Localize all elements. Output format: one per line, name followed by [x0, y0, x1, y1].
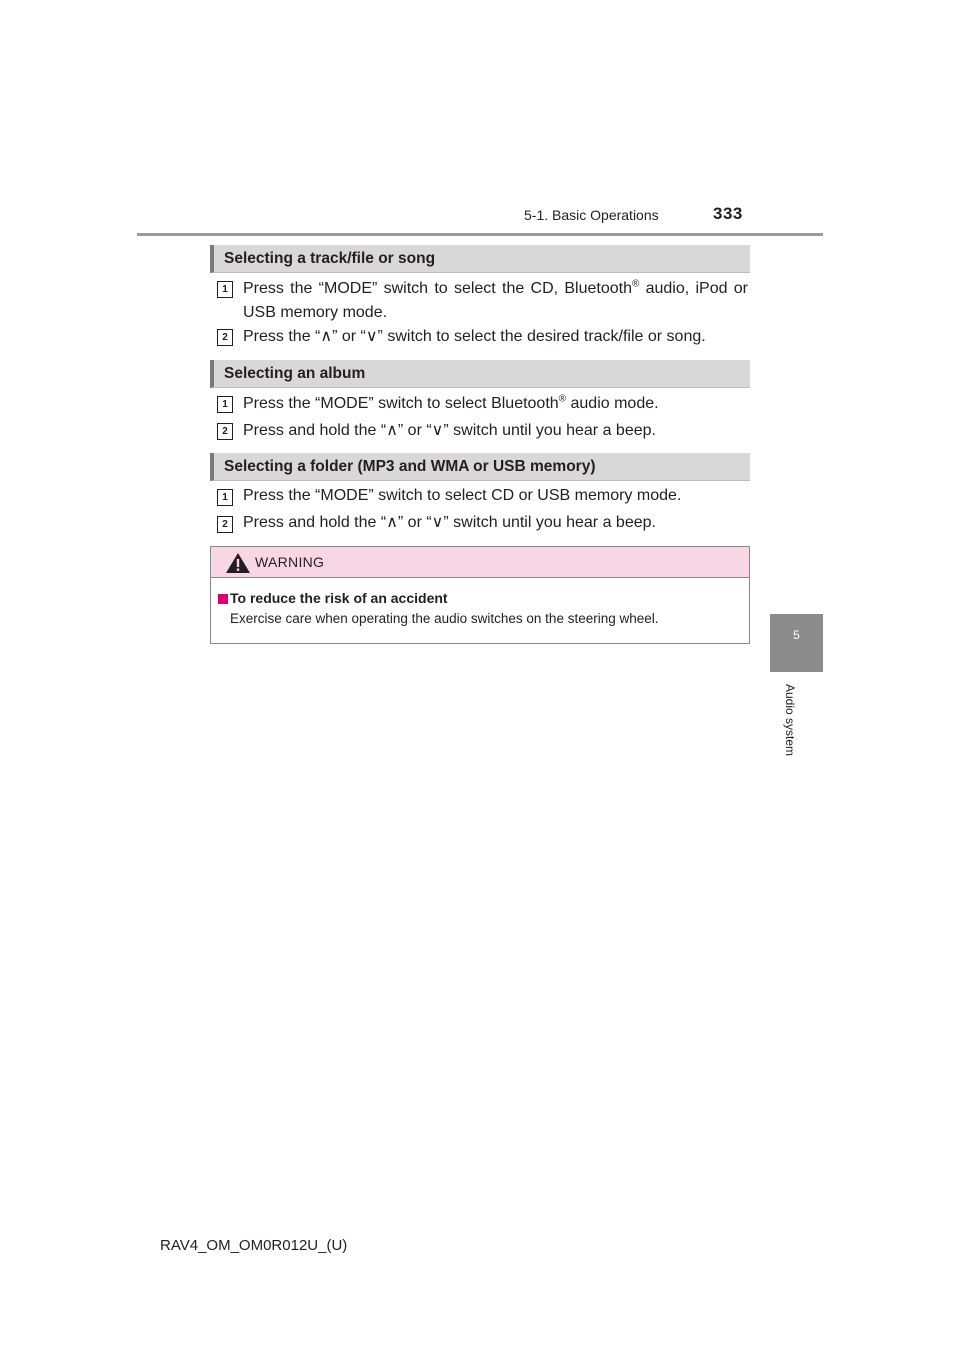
warning-item-title: To reduce the risk of an accident — [230, 590, 448, 606]
chapter-tab — [770, 614, 823, 672]
section-title: Selecting an album — [224, 365, 366, 382]
section-title: Selecting a track/file or song — [224, 250, 436, 267]
step-text: Press the “∧” or “∨” switch to select the desired track/file or song. — [243, 328, 706, 345]
warning-triangle-icon — [225, 552, 251, 574]
running-header-section: 5-1. Basic Operations — [524, 207, 659, 223]
step-number: 1 — [217, 489, 233, 506]
section-title: Selecting a folder (MP3 and WMA or USB memory) — [224, 458, 596, 475]
step-number: 2 — [217, 423, 233, 440]
header-divider — [137, 233, 823, 236]
step-number: 1 — [217, 396, 233, 413]
page-number: 333 — [713, 204, 743, 223]
step-number: 2 — [217, 516, 233, 533]
warning-box — [210, 546, 750, 644]
warning-item-text: Exercise care when operating the audio switches on the steering wheel. — [230, 611, 659, 626]
warning-title: WARNING — [255, 554, 325, 570]
step-text: Press and hold the “∧” or “∨” switch until you hear a beep. — [243, 514, 656, 531]
step-number: 1 — [217, 281, 233, 298]
section-heading-track — [210, 245, 750, 273]
step-text: Press and hold the “∧” or “∨” switch until you hear a beep. — [243, 422, 656, 439]
warning-header — [211, 547, 749, 578]
step-text: Press the “MODE” switch to select Bluetooth® audio mode. — [243, 393, 659, 412]
section-heading-folder — [210, 453, 750, 481]
step-number: 2 — [217, 329, 233, 346]
chapter-label: Audio system — [783, 683, 797, 757]
step-text: Press the “MODE” switch to select the CD, Bluetooth® audio, iPod or USB memory mode. — [243, 278, 748, 321]
chapter-number: 5 — [793, 628, 800, 642]
section-heading-album — [210, 360, 750, 388]
warning-item-marker — [218, 594, 228, 604]
document-code: RAV4_OM_OM0R012U_(U) — [160, 1237, 348, 1254]
step-text: Press the “MODE” switch to select CD or USB memory mode. — [243, 487, 682, 504]
